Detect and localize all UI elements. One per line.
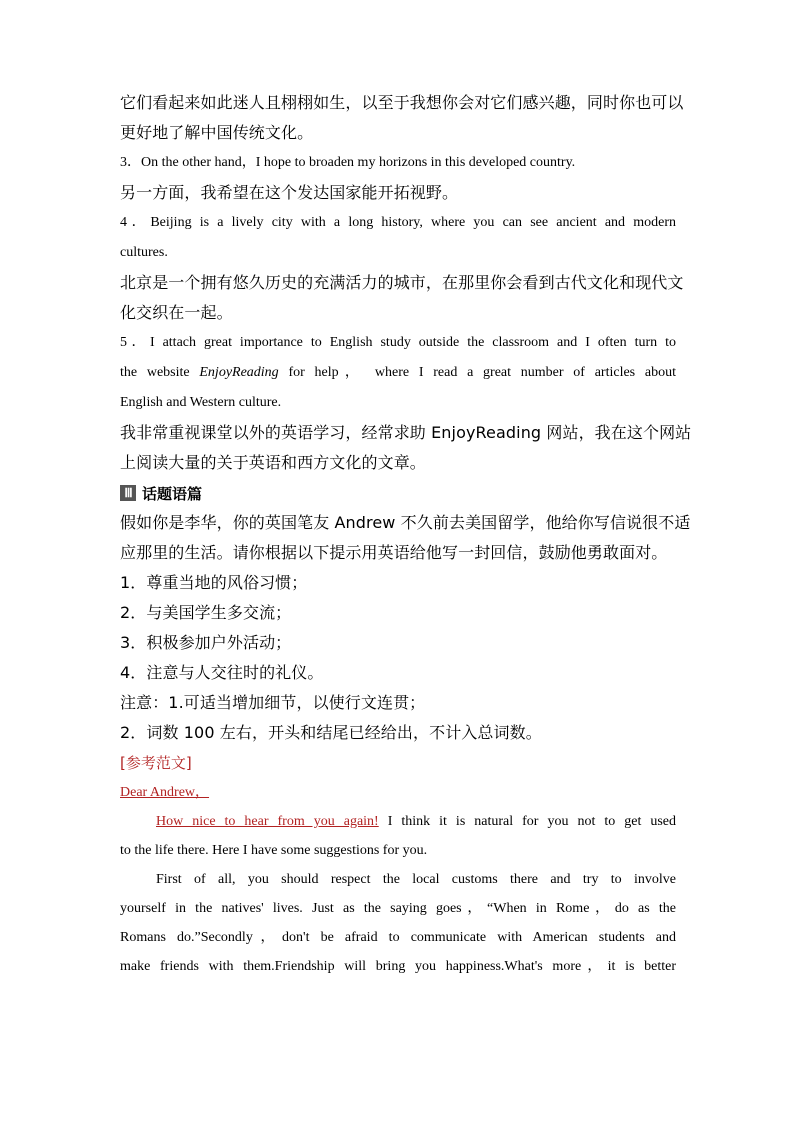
- text-span: I think it is natural for you not to get used: [378, 814, 677, 829]
- sample-letter: [120, 778, 676, 981]
- text-line: 它们看起来如此迷人且栩栩如生，以至于我想你会对它们感兴趣，同时你也可以: [120, 93, 684, 112]
- sentence-3-english: 3．On the other hand，I hope to broaden my horizons in this developed country.: [120, 155, 576, 170]
- task-prompt-cont: 应那里的生活。请你根据以下提示用英语给他写一封回信，鼓励他勇敢面对。: [120, 543, 668, 562]
- text-span: for help， where I read a great number of articles about: [278, 365, 676, 380]
- task-note: 2．词数 100 左右，开头和结尾已经给出，不计入总词数。: [120, 723, 542, 742]
- task-prompt: 假如你是李华，你的英国笔友 Andrew 不久前去美国留学，他给你写信说很不适: [120, 513, 691, 532]
- task-item: 3．积极参加户外活动；: [120, 633, 292, 652]
- sentence-5-english-end: English and Western culture.: [120, 395, 282, 410]
- letter-paragraph-1: [120, 807, 676, 836]
- letter-paragraph-1-cont: to the life there. Here I have some suggestions for you.: [120, 843, 428, 858]
- letter-paragraph-2-cont: make friends with them.Friendship will bring you happiness.What's more，it is better: [120, 959, 676, 974]
- task-item: 4．注意与人交往时的礼仪。: [120, 663, 324, 682]
- letter-paragraph-2: First of all, you should respect the local customs there and try to involve: [156, 872, 676, 887]
- letter-paragraph-2-cont: Romans do.”Secondly，don't be afraid to communicate with American students and: [120, 930, 676, 945]
- section-title: 话题语篇: [142, 484, 203, 503]
- sentence-3-chinese: 另一方面，我希望在这个发达国家能开拓视野。: [120, 183, 459, 202]
- sentence-4-chinese: 北京是一个拥有悠久历史的充满活力的城市，在那里你会看到古代文化和现代文: [120, 273, 684, 292]
- document-page: [120, 88, 692, 981]
- sentence-5-chinese: 我非常重视课堂以外的英语学习，经常求助 EnjoyReading 网站，我在这个网站: [120, 423, 692, 442]
- sentence-4-english-cont: cultures.: [120, 245, 168, 260]
- task-note: 注意：1.可适当增加细节，以使行文连贯；: [120, 693, 426, 712]
- section-heading: [120, 478, 676, 508]
- task-item: 2．与美国学生多交流；: [120, 603, 292, 622]
- letter-salutation: Dear Andrew，: [120, 785, 210, 800]
- task-item: 1．尊重当地的风俗习惯；: [120, 573, 308, 592]
- letter-opening: How nice to hear from you again!: [156, 814, 379, 829]
- roman-numeral-icon: Ⅲ: [120, 485, 136, 501]
- sentence-4-english: 4．Beijing is a lively city with a long history, where you can see ancient and modern: [120, 215, 676, 230]
- letter-salutation-line: [120, 778, 676, 807]
- sentence-5-chinese-cont: 上阅读大量的关于英语和西方文化的文章。: [120, 453, 426, 472]
- sentence-5-english-cont: [120, 358, 676, 388]
- website-name: EnjoyReading: [199, 365, 279, 380]
- text-line: 更好地了解中国传统文化。: [120, 123, 314, 142]
- reference-label: [参考范文]: [120, 754, 192, 772]
- letter-paragraph-2-cont: yourself in the natives' lives. Just as the saying goes，“When in Rome，do as the: [120, 901, 676, 916]
- sentence-4-chinese-cont: 化交织在一起。: [120, 303, 233, 322]
- text-span: the website: [120, 365, 200, 380]
- sentence-5-english: 5．I attach great importance to English study outside the classroom and I often turn to: [120, 335, 676, 350]
